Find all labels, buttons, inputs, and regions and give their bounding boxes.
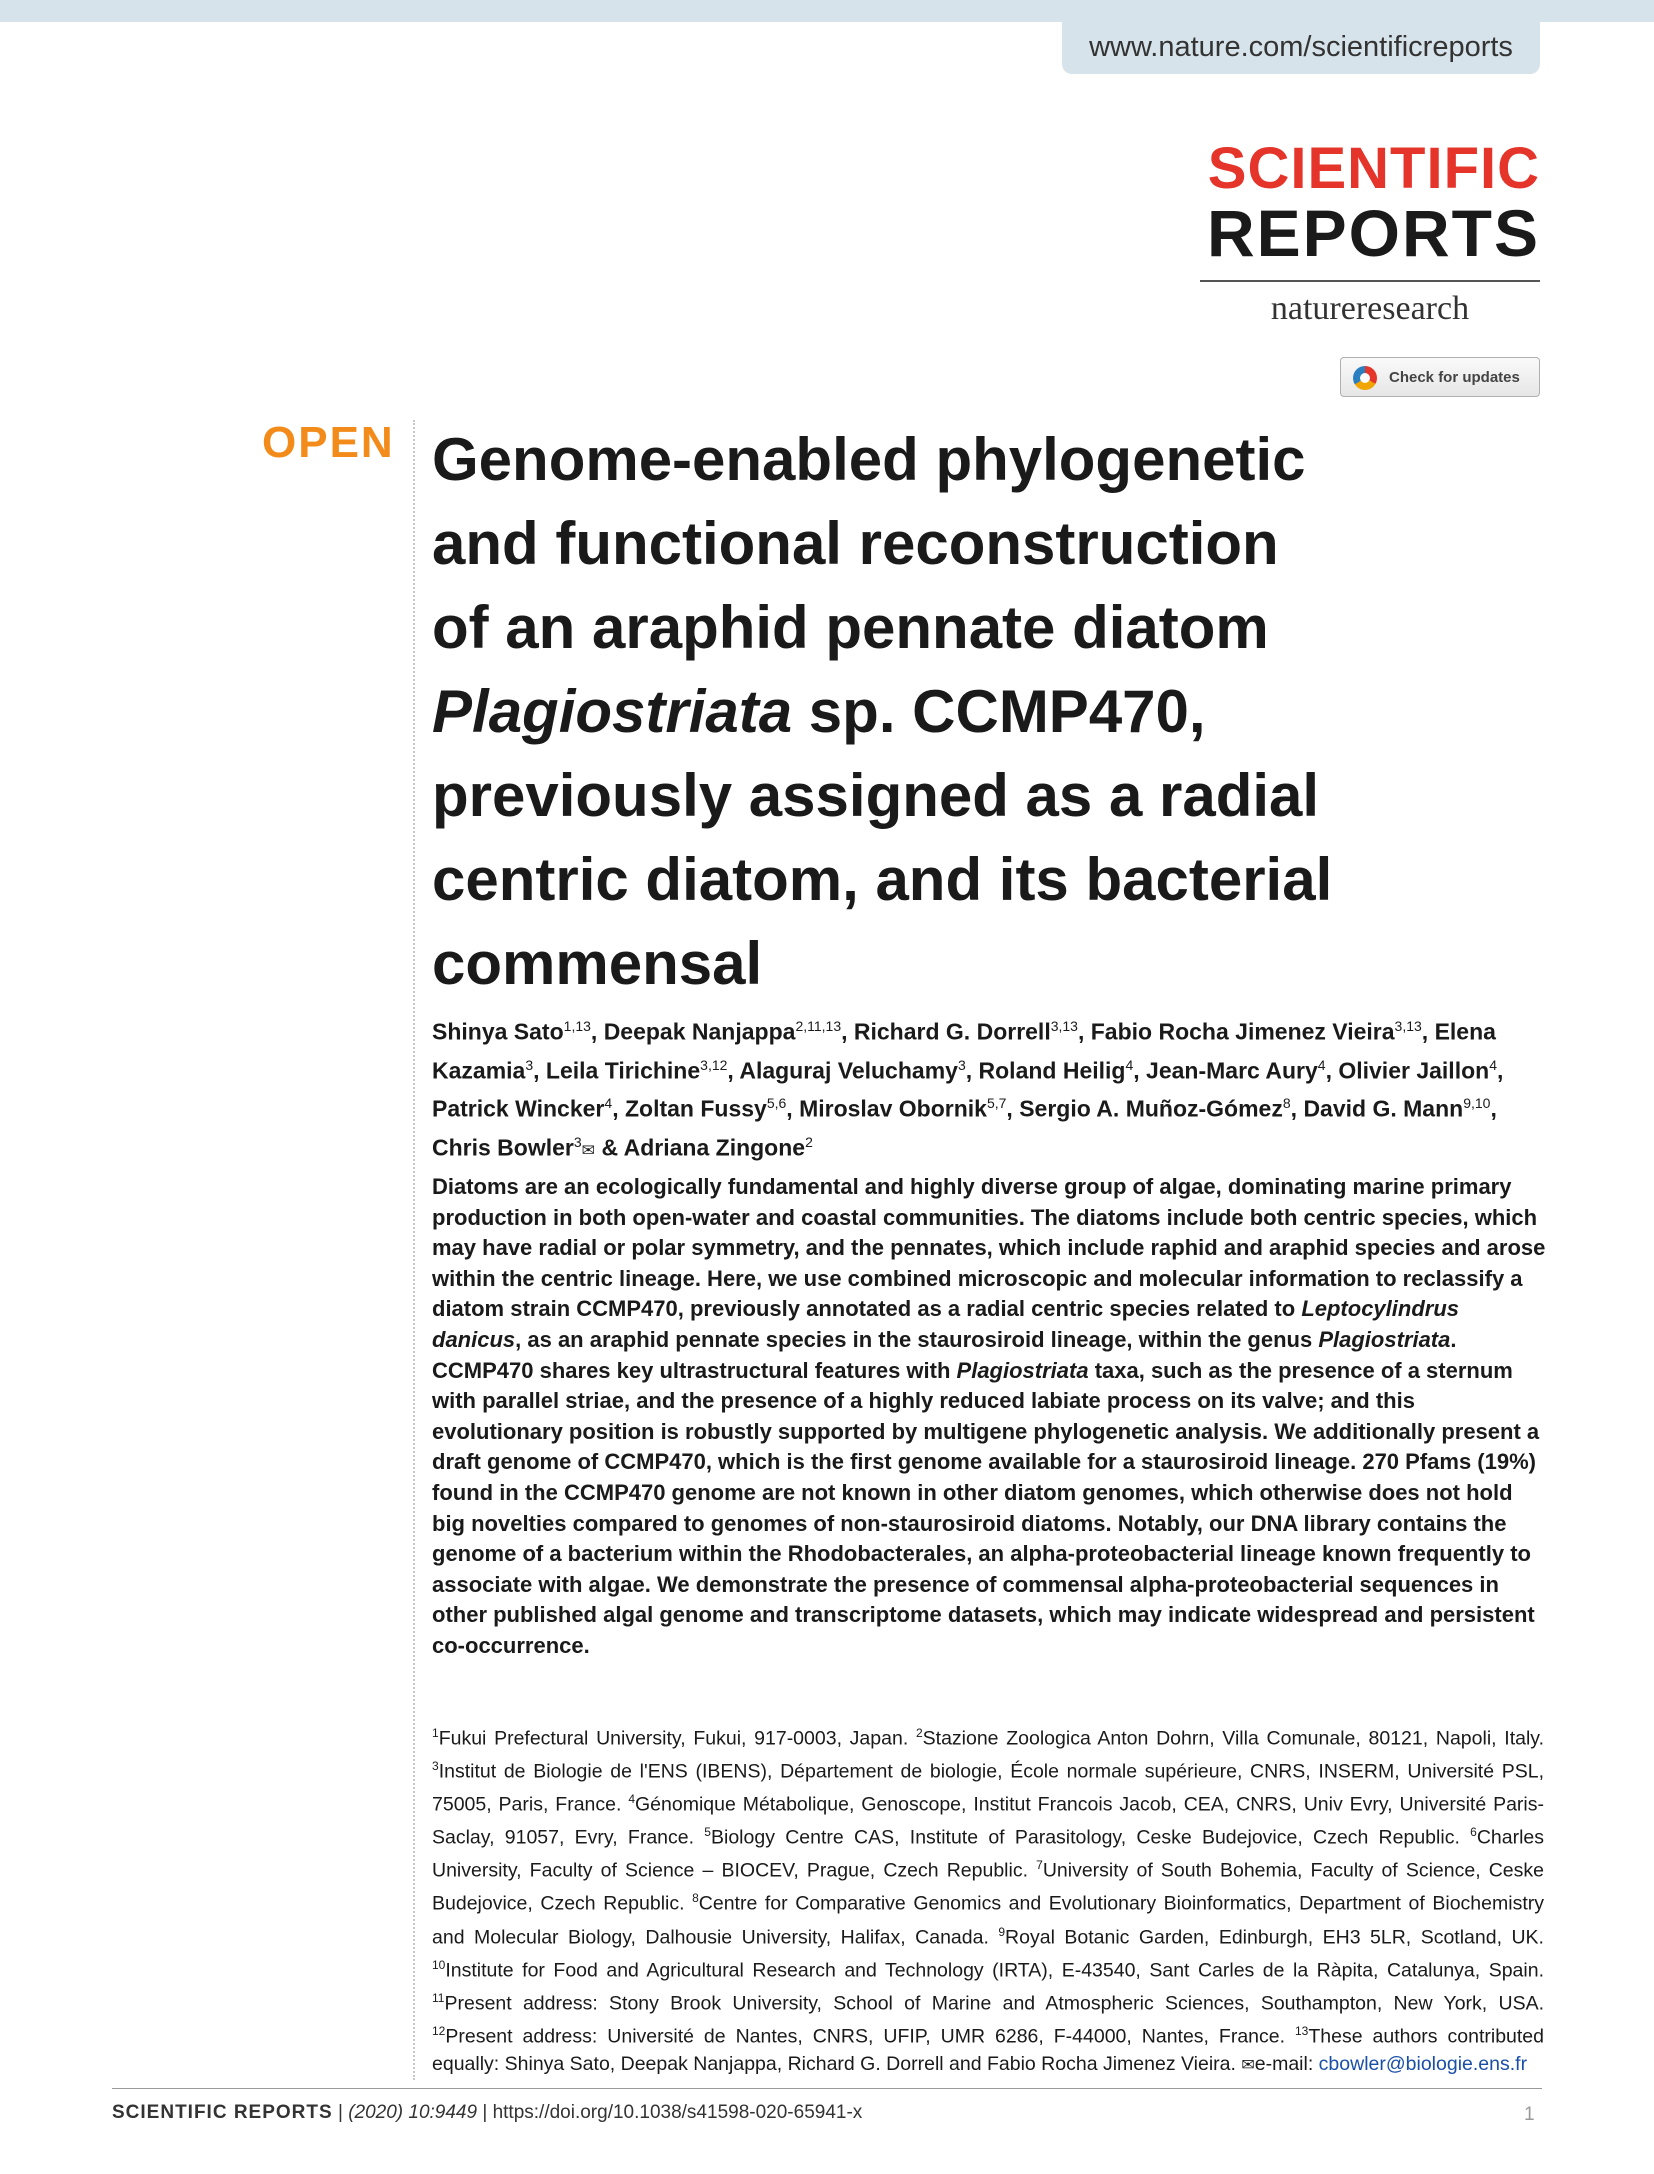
affiliation-text: Fukui Prefectural University, Fukui, 917-0003, Japan. (438, 1727, 916, 1750)
abstract-text: , as an araphid pennate species in the staurosiroid lineage, within the genus (515, 1326, 1319, 1352)
author-affiliation-ref: 8 (1282, 1095, 1291, 1112)
affiliation-number: 6 (1470, 1825, 1477, 1840)
footer (112, 2102, 862, 2124)
affiliation-number: 12 (432, 2023, 446, 2038)
footer-volume: (2020) 10:9449 (348, 2102, 478, 2123)
author-affiliation-ref: 1,13 (563, 1018, 591, 1034)
email-label: e-mail: (1254, 2052, 1319, 2075)
abstract (432, 1172, 1547, 1662)
author-separator: , (533, 1057, 546, 1084)
envelope-icon[interactable]: ✉ (581, 1142, 596, 1160)
article-title (432, 418, 1532, 1006)
affiliations (432, 1720, 1544, 2080)
footer-rule (112, 2088, 1542, 2089)
author-affiliation-ref: 2 (805, 1133, 813, 1150)
footer-separator: | (332, 2102, 349, 2123)
author-name: Leila Tirichine (545, 1057, 701, 1084)
logo-reports: REPORTS (1206, 196, 1540, 270)
author-name: Adriana Zingone (623, 1134, 806, 1161)
title-line: Genome-enabled phylogenetic (432, 426, 1306, 493)
title-line: centric diatom, and its bacterial (432, 846, 1333, 913)
author-affiliation-ref: 3,13 (1050, 1018, 1078, 1034)
author-separator: & (595, 1134, 624, 1161)
author-separator: , (612, 1095, 625, 1122)
affiliation-text: Present address: Stony Brook University, School of Marine and Atmospheric Sciences, Southampton, New York, USA. (444, 1992, 1544, 2015)
email-link[interactable]: cbowler@biologie.ens.fr (1318, 2052, 1528, 2075)
check-for-updates-label: Check for updates (1389, 369, 1520, 386)
open-access-label: OPEN (262, 418, 395, 467)
author-affiliation-ref: 4 (604, 1095, 613, 1112)
author-separator: , (1077, 1018, 1091, 1045)
author-separator: , (590, 1018, 604, 1045)
affiliation-text: Royal Botanic Garden, Edinburgh, EH3 5LR, Scotland, UK. (1005, 1926, 1544, 1949)
journal-url[interactable]: www.nature.com/scientificreports (1062, 22, 1540, 74)
affiliation-number: 13 (1295, 2023, 1309, 2038)
author-separator: , (1290, 1095, 1304, 1122)
abstract-text: Diatoms are an ecologically fundamental and highly diverse group of algae, dominating marine primary production in both open-water and coastal communities. The diatoms include both centric species, which may have radial or polar symmetry, and the pennates, which include raphid and araphid species and arose within the centric lineage. Here, we use combined microscopic and molecular information to reclassify a diatom strain CCMP470, previously annotated as a radial centric species related to (432, 1174, 1546, 1322)
affiliation-text: Charles University, Faculty of Science – BIOCEV, Prague, Czech Republic. (432, 1826, 1545, 1882)
author-name: Olivier Jaillon (1338, 1057, 1490, 1084)
author-affiliation-ref: 9,10 (1463, 1095, 1491, 1112)
author-name: Jean-Marc Aury (1146, 1057, 1318, 1084)
author-affiliation-ref: 4 (1317, 1056, 1326, 1073)
author-name: Sergio A. Muñoz-Gómez (1019, 1095, 1283, 1122)
author-affiliation-ref: 5,7 (986, 1095, 1007, 1112)
affiliation-number: 1 (432, 1726, 439, 1740)
author-name: Richard G. Dorrell (853, 1018, 1051, 1045)
title-line-4 (432, 670, 1532, 754)
header-band (0, 0, 1654, 22)
author-separator: , (1325, 1057, 1339, 1084)
title-genus: Plagiostriata (432, 678, 793, 745)
author-separator: , (1496, 1057, 1504, 1084)
author-name: Miroslav Obornik (799, 1095, 987, 1122)
author-affiliation-ref: 3 (573, 1133, 582, 1150)
abstract-italic: Leptocylindrus danicus (432, 1296, 1459, 1352)
affiliation-text: Present address: Université de Nantes, CNRS, UFIP, UMR 6286, F-44000, Nantes, France. (445, 2025, 1295, 2048)
affiliation-number: 3 (432, 1759, 439, 1774)
author-affiliation-ref: 3 (957, 1056, 966, 1073)
crossmark-icon (1353, 366, 1377, 390)
publisher-name: natureresearch (1270, 290, 1470, 327)
affiliation-number: 10 (432, 1957, 446, 1972)
author-name: Deepak Nanjappa (603, 1018, 796, 1045)
author-affiliation-ref: 5,6 (766, 1095, 787, 1112)
author-separator: , (1006, 1095, 1020, 1122)
title-line: of an araphid pennate diatom (432, 594, 1269, 661)
author-separator: , (786, 1095, 800, 1122)
affiliation-text: Génomique Métabolique, Genoscope, Institut Francois Jacob, CEA, CNRS, Univ Evry, Université Paris-Saclay, 91057, Evry, France. (432, 1793, 1544, 1849)
author-name: David G. Mann (1303, 1095, 1464, 1122)
affiliation-number: 11 (432, 1990, 445, 2005)
affiliation-number: 5 (704, 1825, 711, 1840)
abstract-text: . CCMP470 shares key ultrastructural features with (432, 1326, 1457, 1383)
affiliation-text: Institute for Food and Agricultural Research and Technology (IRTA), E-43540, Sant Carles de la Ràpita, Catalunya, Spain. (445, 1959, 1544, 1982)
author-name: Alaguraj Veluchamy (739, 1057, 958, 1084)
author-name: Zoltan Fussy (624, 1095, 767, 1122)
author-separator: , (841, 1018, 854, 1045)
author-name: Patrick Wincker (432, 1095, 605, 1122)
affiliation-number: 2 (915, 1726, 923, 1740)
author-separator: , (727, 1057, 740, 1084)
author-affiliation-ref: 2,11,13 (795, 1018, 842, 1034)
author-affiliation-ref: 3,12 (700, 1056, 728, 1073)
affiliation-number: 4 (628, 1792, 635, 1807)
margin-divider (413, 420, 415, 2080)
author-name: Elena Kazamia (432, 1018, 1496, 1084)
author-separator: , (965, 1057, 979, 1084)
journal-logo (1206, 136, 1540, 270)
author-name: Shinya Sato (432, 1018, 564, 1045)
affiliation-text: Biology Centre CAS, Institute of Parasitology, Ceske Budejovice, Czech Republic. (710, 1826, 1471, 1849)
author-separator: , (1133, 1057, 1147, 1084)
author-affiliation-ref: 4 (1125, 1056, 1134, 1073)
page-number: 1 (1524, 2104, 1535, 2125)
affiliation-text: University of South Bohemia, Faculty of Science, Ceske Budejovice, Czech Republic. (432, 1859, 1544, 1915)
affiliation-text: Centre for Comparative Genomics and Evolutionary Bioinformatics, Department of Biochemistry and Molecular Biology, Dalhousie University, Halifax, Canada. (432, 1892, 1544, 1949)
logo-scientific: SCIENTIFIC (1207, 136, 1540, 201)
abstract-text: taxa, such as the presence of a sternum with parallel striae, and the presence of a highly reduced labiate process on its valve; and this evolutionary position is robustly supported by multigene phylogenetic analysis. We additionally present a draft genome of CCMP470, which is the first genome available for a staurosiroid lineage. 270 Pfams (19%) found in the CCMP470 genome are not known in other diatom genomes, which otherwise does not hold big novelties compared to genomes of non-staurosiroid diatoms. Notably, our DNA library contains the genome of a bacterium within the Rhodobacterales, an alpha-proteobacterial lineage known frequently to associate with algae. We demonstrate the presence of commensal alpha-proteobacterial sequences in other published algal genome and transcriptome datasets, which may indicate widespread and persistent co-occurrence. (432, 1357, 1540, 1658)
title-line: previously assigned as a radial (432, 762, 1320, 829)
check-for-updates-button[interactable] (1340, 357, 1540, 397)
abstract-italic: Plagiostriata (1318, 1326, 1451, 1352)
logo-divider (1200, 280, 1540, 282)
affiliation-number: 8 (692, 1891, 699, 1906)
title-line: commensal (432, 930, 763, 997)
affiliation-number: 9 (998, 1924, 1006, 1939)
author-list (432, 1010, 1542, 1168)
author-name: Roland Heilig (978, 1057, 1126, 1084)
author-separator: , (1421, 1018, 1435, 1045)
affiliation-text: Stazione Zoologica Anton Dohrn, Villa Comunale, 80121, Napoli, Italy. (922, 1727, 1545, 1750)
author-affiliation-ref: 4 (1489, 1056, 1497, 1073)
author-name: Chris Bowler (432, 1134, 574, 1161)
abstract-italic: Plagiostriata (956, 1357, 1089, 1383)
author-name: Fabio Rocha Jimenez Vieira (1090, 1018, 1395, 1045)
footer-journal: SCIENTIFIC REPORTS (112, 2102, 333, 2123)
title-strain: sp. CCMP470, (792, 678, 1206, 745)
author-affiliation-ref: 3 (525, 1056, 534, 1073)
author-affiliation-ref: 3,13 (1394, 1018, 1422, 1034)
affiliation-text: Institut de Biologie de l'ENS (IBENS), Département de biologie, École normale supérieure, CNRS, INSERM, Université PSL, 75005, Paris, France. (432, 1760, 1544, 1816)
title-line: and functional reconstruction (432, 510, 1279, 577)
envelope-icon: ✉ (1241, 2056, 1255, 2074)
footer-doi[interactable]: | https://doi.org/10.1038/s41598-020-65941-x (477, 2102, 863, 2123)
affiliation-number: 7 (1036, 1858, 1043, 1873)
affiliation-text: These authors contributed equally: Shinya Sato, Deepak Nanjappa, Richard G. Dorrell and Fabio Rocha Jimenez Vieira. (432, 2025, 1544, 2075)
author-separator: , (1490, 1095, 1497, 1122)
